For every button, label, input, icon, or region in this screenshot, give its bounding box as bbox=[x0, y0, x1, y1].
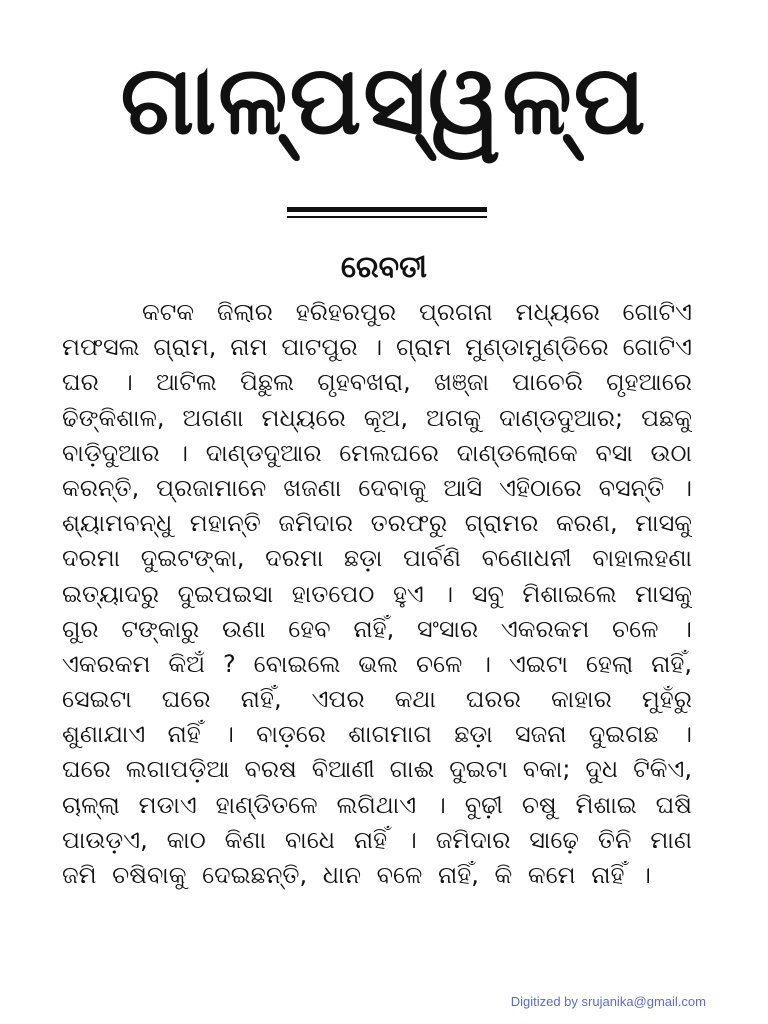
section-heading: ଗାଳ୍ପସ୍ୱଳ୍ପ bbox=[120, 44, 648, 156]
body-line: ଢିଙ୍କିଶାଳ, ଅଗଣା ମଧ୍ୟରେ କୂଅ, ଅଗକୁ ଦାଣ୍ଡଦୁଆର; ପଛକୁ bbox=[62, 403, 692, 432]
body-line: ଶ୍ୟାମବନ୍ଧୁ ମହାନ୍ତି ଜମିଦାର ତରଫରୁ ଗ୍ରାମର କରଣ, ମାସକୁ bbox=[62, 509, 692, 538]
body-line: ଶୁଣାଯାଏ ନାହିଁ । ବାଡ଼ରେ ଶାଗମାଗ ଛଡ଼ା ସଜନା ଦୁଇଗଛ । bbox=[62, 720, 692, 749]
body-line: ମଫସଲ ଗ୍ରାମ, ନାମ ପାଟପୁର । ଗ୍ରାମ ମୁଣ୍ଡାମୁଣ୍ଡିରେ ଗୋଟିଏ bbox=[62, 333, 692, 362]
body-line: ଘର । ଆଟିଲ ପିଛୁଲ ଗୃହବଖରା, ଖଞ୍ଜା ପାଚେରି ଗୃହଆରେ bbox=[62, 368, 692, 397]
body-line: ଜମି ଚଷିବାକୁ ଦେଇଛନ୍ତି, ଧାନ ବଳେ ନାହିଁ, କି କମେ ନାହିଁ । bbox=[62, 861, 651, 889]
body-line: ଗୁର ଟଙ୍କାରୁ ଉଣା ହେବ ନାହିଁ, ସଂସାର ଏକରକମ ଚଳେ । bbox=[62, 614, 692, 643]
title-rule-thick bbox=[287, 207, 487, 212]
story-title: ରେବତୀ bbox=[340, 250, 428, 285]
body-line: ଘରେ ଲଗାପଡ଼ିଆ ବରଷ ବିଆଣୀ ଗାଈ ଦୁଇଟା ବକା; ଦୁଧ ଟିକିଏ, bbox=[62, 755, 692, 784]
story-body bbox=[62, 295, 692, 893]
body-line: କରନ୍ତି, ପ୍ରଜାମାନେ ଖଜଣା ଦେବାକୁ ଆସି ଏହିଠାରେ ବସନ୍ତି । bbox=[62, 473, 692, 502]
body-line: ଦରମା ଦୁଇଟଙ୍କା, ଦରମା ଛଡ଼ା ପାର୍ବଣି ବଣୋଧନୀ ବାହାଲହଣା bbox=[62, 544, 692, 573]
title-rule-thin bbox=[287, 216, 487, 218]
body-line: କଟକ ଜିଲାର ହରିହରପୁର ପ୍ରଗନା ମଧ୍ୟରେ ଗୋଟିଏ bbox=[142, 298, 692, 326]
body-line: ଏକରକମ କିଅଁ ? ବୋଇଲେ ଭଲ ଚଳେ । ଏଇଟା ହେଲା ନାହିଁ, bbox=[62, 649, 692, 678]
body-line: ପାଉଡ଼ଏ, କାଠ କିଣା ବାଧେ ନାହିଁ । ଜମିଦାର ସାଢ଼େ ତିନି ମାଣ bbox=[62, 825, 692, 854]
body-line: ଇତ୍ୟାଦରୁ ଦୁଇପଇସା ହାତପେଠ ହୁଏ । ସବୁ ମିଶାଇଲେ ମାସକୁ bbox=[62, 579, 692, 608]
body-line: ବାଡ଼ିଦୁଆର । ଦାଣ୍ଡଦୁଆର ମେଲଘରେ ଦାଣ୍ଡଲୋକେ ବସା ଉଠା bbox=[62, 438, 692, 467]
body-line: ସେଇଟା ଘରେ ନାହିଁ, ଏପର କଥା ଘରର କାହାର ମୁହଁରୁ bbox=[62, 685, 692, 714]
body-line: ଚାଳ୍ଲା ମଡାଏ ହାଣ୍ଡିତଳେ ଲଗିଥାଏ । ବୁଢ଼ୀ ଚଷୁ ମିଶାଇ ଘଷି bbox=[62, 790, 692, 819]
digitizer-credit: Digitized by srujanika@gmail.com bbox=[510, 994, 706, 1009]
